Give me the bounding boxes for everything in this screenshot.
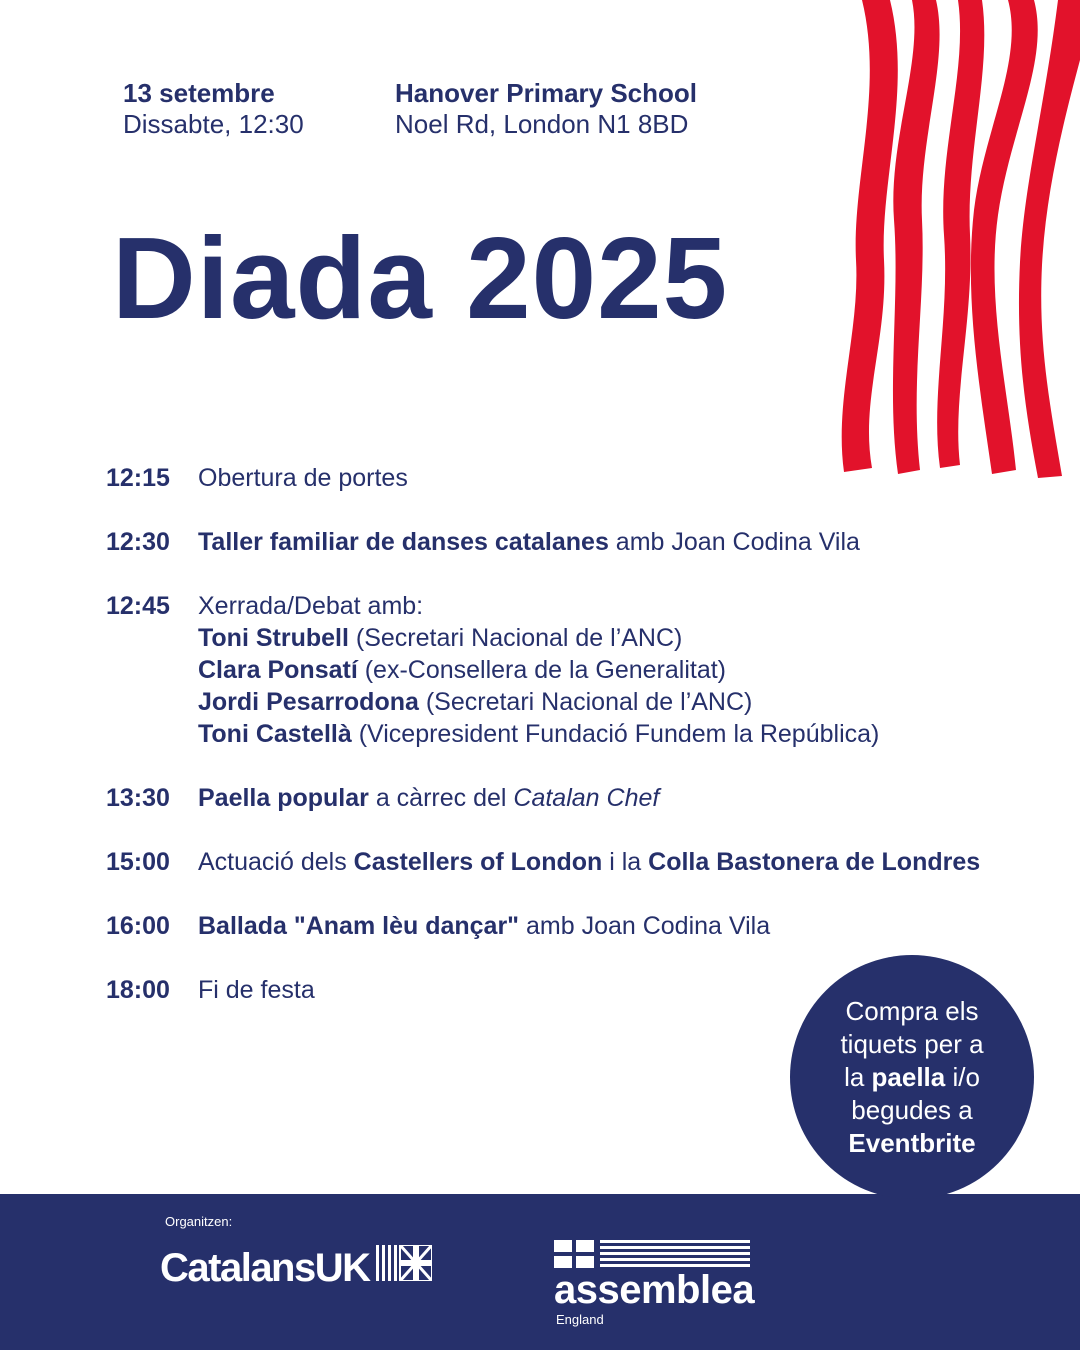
ticket-bold-text: paella xyxy=(871,1061,946,1092)
schedule-text: i la xyxy=(602,848,649,876)
schedule-text: amb Joan Codina Vila xyxy=(608,528,860,556)
event-day-time: Dissabte, 12:30 xyxy=(123,109,304,139)
ticket-line: begudes a xyxy=(851,1094,973,1125)
schedule-item xyxy=(106,462,1056,494)
ticket-line xyxy=(840,1127,983,1160)
union-jack-bars-icon xyxy=(376,1245,432,1281)
assemblea-subtitle: England xyxy=(556,1312,604,1327)
speaker-name: Clara Ponsatí xyxy=(198,656,358,684)
ticket-line: tiquets per a xyxy=(840,1028,984,1059)
flag-stripe xyxy=(893,0,940,474)
schedule-time: 18:00 xyxy=(106,976,170,1004)
schedule-bold-text: Colla Bastonera de Londres xyxy=(648,848,981,876)
event-venue-block xyxy=(395,78,697,140)
ticket-text: la xyxy=(844,1061,872,1092)
speaker-line xyxy=(198,654,1056,686)
schedule-bold-text: Taller familiar de danses catalanes xyxy=(198,528,609,556)
schedule-bold-text: Castellers of London xyxy=(353,848,603,876)
schedule-text: Obertura de portes xyxy=(198,464,408,492)
ticket-callout[interactable] xyxy=(790,955,1034,1199)
schedule-time: 16:00 xyxy=(106,912,170,940)
debate-intro: Xerrada/Debat amb: xyxy=(198,592,424,620)
speaker-line xyxy=(198,622,1056,654)
schedule-item xyxy=(106,590,1056,750)
footer xyxy=(0,1194,1080,1350)
schedule-italic-text: Catalan Chef xyxy=(513,784,660,812)
schedule-list xyxy=(106,462,1056,1038)
schedule-time: 15:00 xyxy=(106,848,170,876)
speaker-name: Toni Strubell xyxy=(198,624,349,652)
eventbrite-link[interactable]: Eventbrite xyxy=(848,1127,976,1158)
schedule-time: 12:30 xyxy=(106,528,170,556)
catalan-flag-illustration xyxy=(840,0,1080,480)
schedule-time: 12:15 xyxy=(106,464,170,492)
schedule-time: 12:45 xyxy=(106,592,170,620)
schedule-bold-text: Paella popular xyxy=(198,784,369,812)
ticket-line: Compra els xyxy=(845,995,979,1026)
speaker-role: (ex-Consellera de la Generalitat) xyxy=(357,656,727,684)
speaker-name: Toni Castellà xyxy=(198,720,352,748)
speaker-role: (Secretari Nacional de l’ANC) xyxy=(418,688,753,716)
event-date-block xyxy=(123,78,304,140)
schedule-item xyxy=(106,910,1056,942)
schedule-text: Fi de festa xyxy=(198,976,315,1004)
assemblea-logo xyxy=(554,1240,755,1327)
schedule-text: Actuació dels xyxy=(198,848,354,876)
speaker-line xyxy=(198,686,1056,718)
schedule-item xyxy=(106,782,1056,814)
flag-stripe xyxy=(842,0,898,472)
speaker-line xyxy=(198,718,1056,750)
catalansuk-wordmark: CatalansUK xyxy=(160,1246,370,1290)
speaker-role: (Secretari Nacional de l’ANC) xyxy=(348,624,683,652)
event-date: 13 setembre xyxy=(123,78,275,108)
schedule-text: a càrrec del xyxy=(368,784,514,812)
speaker-name: Jordi Pesarrodona xyxy=(198,688,419,716)
schedule-text: amb Joan Codina Vila xyxy=(519,912,771,940)
venue-name: Hanover Primary School xyxy=(395,78,697,108)
ticket-text: i/o xyxy=(945,1061,980,1092)
speaker-role: (Vicepresident Fundació Fundem la República) xyxy=(351,720,880,748)
schedule-item xyxy=(106,846,1056,878)
schedule-bold-text: Ballada "Anam lèu dançar" xyxy=(198,912,520,940)
page-title: Diada 2025 xyxy=(112,213,729,343)
venue-address: Noel Rd, London N1 8BD xyxy=(395,109,689,139)
estelada-flag-icon xyxy=(554,1240,750,1270)
assemblea-wordmark: assemblea xyxy=(554,1268,755,1312)
schedule-item xyxy=(106,526,1056,558)
catalansuk-logo xyxy=(160,1246,432,1291)
ticket-line xyxy=(840,1061,983,1094)
organizers-label: Organitzen: xyxy=(165,1214,233,1229)
schedule-time: 13:30 xyxy=(106,784,170,812)
